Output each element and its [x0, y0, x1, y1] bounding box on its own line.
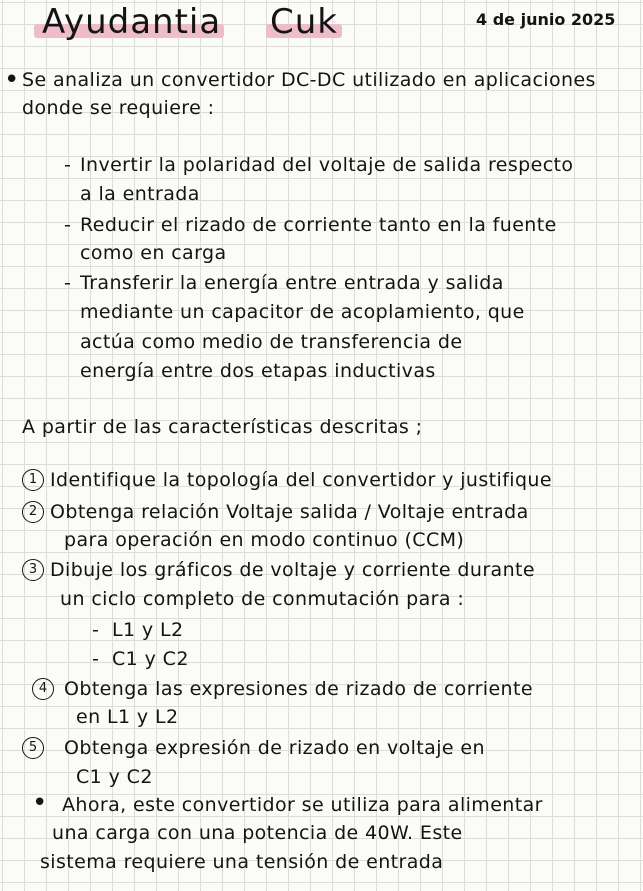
requirement-dash: -	[64, 272, 71, 294]
title-word-2: Cuk	[270, 2, 338, 42]
question-number: 1	[22, 469, 44, 491]
question-line: Dibuje los gráficos de voltaje y corriente durante	[50, 559, 535, 581]
question-line: en L1 y L2	[76, 706, 179, 728]
sub-item-text: C1 y C2	[112, 648, 189, 670]
requirement-line: Invertir la polaridad del voltaje de salida respecto	[80, 154, 574, 176]
question-line: Obtenga expresión de rizado en voltaje en	[64, 737, 485, 759]
requirement-line: a la entrada	[80, 183, 200, 205]
intro-bullet: •	[4, 65, 20, 95]
closing-line: sistema requiere una tensión de entrada	[40, 851, 444, 873]
intro-line: donde se requiere :	[22, 97, 215, 119]
requirement-line: energía entre dos etapas inductivas	[80, 360, 436, 382]
requirement-line: Transferir la energía entre entrada y salida	[80, 272, 504, 294]
requirement-line: Reducir el rizado de corriente tanto en la fuente	[80, 214, 557, 236]
closing-line: una carga con una potencia de 40W. Este	[52, 822, 463, 844]
question-number: 3	[22, 559, 44, 581]
sub-item-text: L1 y L2	[112, 619, 184, 641]
question-line: Obtenga relación Voltaje salida / Voltaje entrada	[50, 501, 529, 523]
prompt-text: A partir de las características descritas ;	[22, 416, 423, 438]
date: 4 de junio 2025	[476, 10, 616, 29]
requirement-line: actúa como medio de transferencia de	[80, 331, 463, 353]
closing-bullet: •	[32, 788, 48, 818]
requirement-dash: -	[64, 214, 71, 236]
requirement-line: como en carga	[80, 242, 227, 264]
question-line: Obtenga las expresiones de rizado de corriente	[64, 678, 533, 700]
requirement-dash: -	[64, 154, 71, 176]
question-line: para operación en modo continuo (CCM)	[64, 529, 465, 551]
question-number: 2	[22, 501, 44, 523]
question-number: 5	[22, 737, 44, 759]
question-line: un ciclo completo de conmutación para :	[60, 588, 465, 610]
sub-item-dash: -	[92, 619, 99, 641]
question-number: 4	[32, 678, 54, 700]
intro-line: Se analiza un convertidor DC-DC utilizado en aplicaciones	[22, 69, 596, 91]
question-line: Identifique la topología del convertidor y justifique	[50, 469, 552, 491]
requirement-line: mediante un capacitor de acoplamiento, que	[80, 301, 525, 323]
question-line: C1 y C2	[76, 766, 153, 788]
sub-item-dash: -	[92, 648, 99, 670]
title-word-1: Ayudantia	[42, 2, 222, 42]
closing-line: Ahora, este convertidor se utiliza para alimentar	[62, 794, 543, 816]
